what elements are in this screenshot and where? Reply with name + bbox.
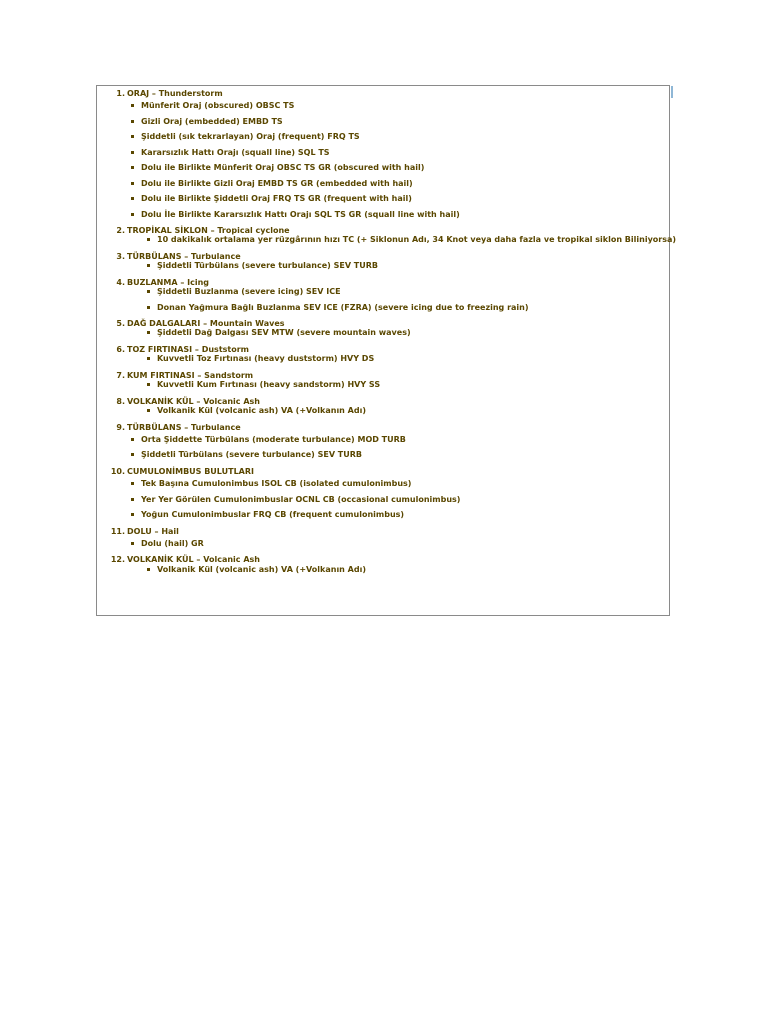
section-title: DOLU – Hail — [127, 526, 179, 536]
item-list — [97, 380, 669, 389]
section-title: ORAJ – Thunderstorm — [127, 89, 223, 98]
list-item — [97, 261, 669, 270]
section-number: 1. — [116, 89, 125, 98]
list-item — [97, 303, 669, 312]
list-item — [97, 235, 677, 245]
item-text: Şiddetli Türbülans (severe turbulance) SEV TURB — [157, 261, 379, 271]
list-item — [97, 117, 669, 126]
numbered-list — [97, 89, 677, 581]
list-item — [97, 194, 669, 203]
bullet-icon — [131, 513, 134, 516]
list-item — [97, 479, 669, 488]
item-list — [97, 539, 669, 548]
list-section — [97, 555, 669, 574]
bullet-icon — [147, 568, 150, 571]
item-text: Yer Yer Görülen Cumulonimbuslar OCNL CB (occasional cumulonimbus) — [141, 494, 461, 504]
bullet-icon — [147, 331, 150, 334]
list-item — [97, 132, 669, 141]
section-number: 8. — [116, 396, 125, 406]
item-text: Münferit Oraj (obscured) OBSC TS — [141, 101, 295, 111]
item-text: Gizli Oraj (embedded) EMBD TS — [141, 116, 283, 126]
section-title: KUM FIRTINASI – Sandstorm — [127, 370, 254, 380]
list-section — [97, 423, 669, 460]
section-heading — [97, 527, 669, 536]
bullet-icon — [147, 409, 150, 412]
section-title: TÜRBÜLANS – Turbulance — [127, 422, 241, 432]
list-item — [97, 163, 669, 172]
item-text: Şiddetli (sık tekrarlayan) Oraj (frequent) FRQ TS — [141, 132, 360, 142]
list-item — [97, 287, 669, 296]
list-item — [97, 380, 669, 389]
bullet-icon — [147, 383, 150, 386]
item-text: Orta Şiddette Türbülans (moderate turbulance) MOD TURB — [141, 434, 406, 444]
list-item — [97, 406, 669, 415]
bullet-icon — [147, 290, 150, 293]
item-text: Kuvvetli Kum Fırtınası (heavy sandstorm) HVY SS — [157, 380, 381, 390]
item-text: 10 dakikalık ortalama yer rüzgârının hızı TC (+ Siklonun Adı, 34 Knot veya daha fazla ve tropikal siklon Biliniyorsa) — [157, 235, 677, 245]
list-item — [97, 565, 669, 574]
section-heading — [97, 555, 669, 564]
content-panel — [96, 85, 677, 616]
item-list — [97, 101, 669, 219]
list-section — [97, 467, 669, 520]
section-number: 11. — [110, 526, 125, 536]
section-title: TOZ FIRTINASI – Duststorm — [127, 344, 249, 354]
item-text: Kuvvetli Toz Fırtınası (heavy duststorm) HVY DS — [157, 354, 375, 364]
list-item — [97, 354, 669, 363]
item-text: Şiddetli Dağ Dalgası SEV MTW (severe mountain waves) — [157, 328, 411, 338]
list-item — [97, 495, 669, 504]
bullet-icon — [131, 482, 134, 485]
section-heading — [97, 89, 669, 98]
item-text: Volkanik Kül (volcanic ash) VA (+Volkanın Adı) — [157, 564, 366, 574]
bullet-icon — [131, 151, 134, 154]
item-list — [97, 565, 669, 574]
item-list — [97, 235, 677, 245]
bullet-icon — [147, 306, 150, 309]
bullet-icon — [131, 104, 134, 107]
list-section — [97, 89, 669, 219]
item-list — [97, 287, 669, 312]
list-item — [97, 210, 669, 219]
section-number: 6. — [116, 344, 125, 354]
item-text: Şiddetli Türbülans (severe turbulance) SEV TURB — [141, 450, 363, 460]
section-number: 9. — [116, 422, 125, 432]
section-number: 7. — [116, 370, 125, 380]
item-list — [97, 479, 669, 519]
section-heading — [97, 252, 669, 261]
bullet-icon — [147, 357, 150, 360]
item-text: Kararsızlık Hattı Orajı (squall line) SQL TS — [141, 147, 330, 157]
item-list — [97, 435, 669, 460]
list-item — [97, 101, 669, 110]
item-text: Dolu ile Birlikte Gizli Oraj EMBD TS GR (embedded with hail) — [141, 178, 413, 188]
item-text: Donan Yağmura Bağlı Buzlanma SEV ICE (FZRA) (severe icing due to freezing rain) — [157, 302, 529, 312]
section-heading — [97, 371, 669, 380]
section-number: 10. — [110, 466, 125, 476]
section-heading — [97, 278, 669, 287]
section-number: 12. — [110, 555, 125, 565]
list-section — [97, 345, 669, 364]
list-section — [97, 225, 677, 245]
section-title: BUZLANMA – Icing — [127, 277, 209, 287]
item-text: Tek Başına Cumulonimbus ISOL CB (isolated cumulonimbus) — [141, 479, 412, 489]
list-item — [97, 148, 669, 157]
section-number: 4. — [116, 277, 125, 287]
list-item — [97, 435, 669, 444]
bullet-icon — [131, 182, 134, 185]
list-item — [97, 328, 669, 337]
bullet-icon — [147, 238, 150, 241]
section-heading — [97, 397, 669, 406]
section-title: DAĞ DALGALARI – Mountain Waves — [127, 319, 285, 328]
section-number: 5. — [116, 319, 125, 328]
item-text: Dolu ile Birlikte Şiddetli Oraj FRQ TS GR (frequent with hail) — [141, 194, 412, 204]
item-text: Dolu İle Birlikte Kararsızlık Hattı Orajı SQL TS GR (squall line with hail) — [141, 209, 460, 219]
list-section — [97, 319, 669, 338]
bullet-icon — [131, 453, 134, 456]
section-heading — [97, 226, 669, 235]
bullet-icon — [131, 542, 134, 545]
list-section — [97, 527, 669, 549]
item-text: Volkanik Kül (volcanic ash) VA (+Volkanın Adı) — [157, 406, 366, 416]
item-list — [97, 261, 669, 270]
item-text: Yoğun Cumulonimbuslar FRQ CB (frequent cumulonimbus) — [141, 510, 405, 520]
item-list — [97, 328, 669, 337]
section-heading — [97, 467, 669, 476]
section-heading — [97, 345, 669, 354]
list-item — [97, 539, 669, 548]
item-list — [97, 406, 669, 415]
bullet-icon — [147, 264, 150, 267]
bullet-icon — [131, 120, 134, 123]
section-title: TÜRBÜLANS – Turbulance — [127, 251, 241, 261]
bullet-icon — [131, 498, 134, 501]
bullet-icon — [131, 213, 134, 216]
list-item — [97, 510, 669, 519]
item-text: Şiddetli Buzlanma (severe icing) SEV ICE — [157, 287, 341, 297]
list-section — [97, 397, 669, 416]
list-section — [97, 252, 669, 271]
list-section — [97, 278, 669, 312]
bullet-icon — [131, 197, 134, 200]
section-title: CUMULONİMBUS BULUTLARI — [127, 466, 254, 476]
list-item — [97, 179, 669, 188]
section-title: VOLKANİK KÜL – Volcanic Ash — [127, 396, 260, 406]
bullet-icon — [131, 135, 134, 138]
section-title: TROPİKAL SİKLON – Tropical cyclone — [127, 225, 290, 235]
bullet-icon — [131, 438, 134, 441]
section-heading — [97, 319, 669, 328]
section-number: 3. — [116, 251, 125, 261]
list-item — [97, 450, 669, 459]
item-list — [97, 354, 669, 363]
section-title: VOLKANİK KÜL – Volcanic Ash — [127, 555, 260, 565]
item-text: Dolu (hail) GR — [141, 539, 204, 548]
section-number: 2. — [116, 225, 125, 235]
item-text: Dolu ile Birlikte Münferit Oraj OBSC TS GR (obscured with hail) — [141, 163, 425, 173]
bullet-icon — [131, 166, 134, 169]
list-section — [97, 371, 669, 390]
section-heading — [97, 423, 669, 432]
